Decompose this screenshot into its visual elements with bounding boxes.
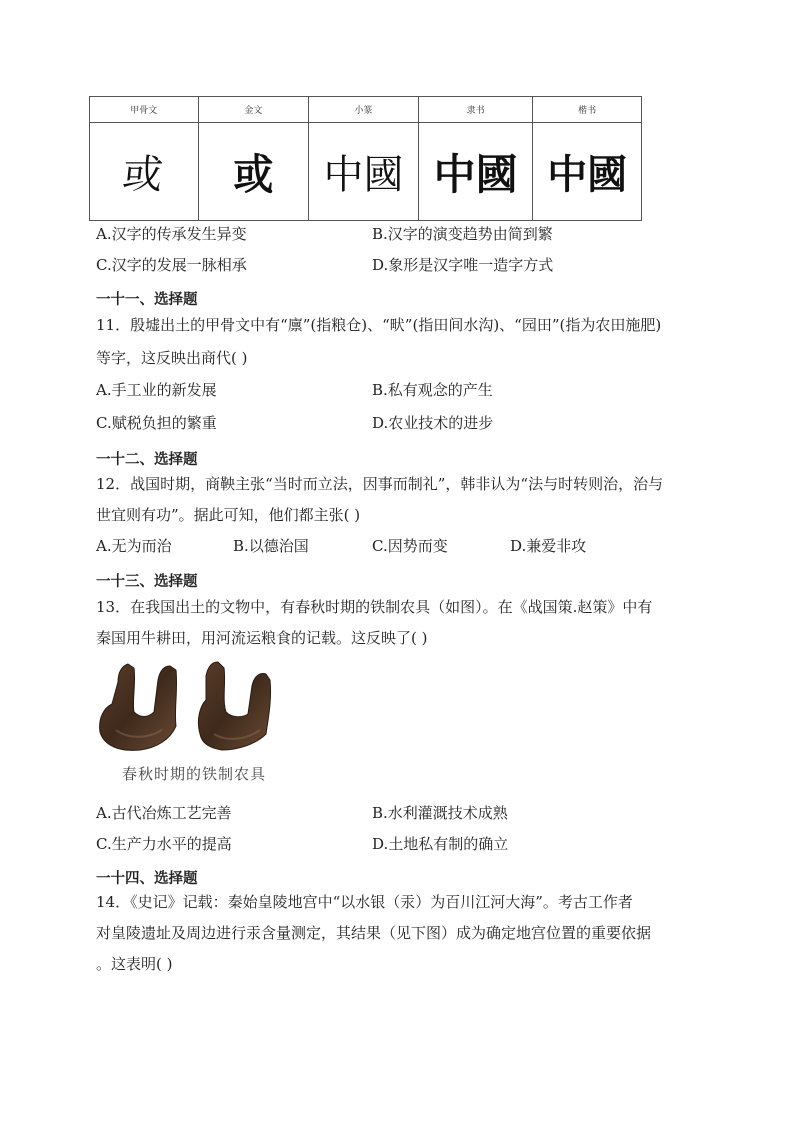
glyph-clerical-text: 中國: [433, 149, 518, 199]
glyph-bronze-text: 或: [233, 151, 274, 200]
tools-image-caption: 春秋时期的铁制农具: [122, 765, 267, 783]
q14-section-header: 一十四、选择题: [96, 870, 198, 887]
q11-option-b[interactable]: B.私有观念的产生: [372, 381, 493, 399]
q14-stem-line2: 对皇陵遗址及周边进行汞含量测定，其结果（见下图）成为确定地宫位置的重要依据: [96, 924, 652, 942]
header-small-seal: 小篆: [309, 97, 419, 123]
q11-stem-line1: 11．殷墟出土的甲骨文中有“廪”(指粮仓)、“畎”(指田间水沟)、“园田”(指为农田施肥): [96, 316, 662, 334]
q12-section-header: 一十二、选择题: [96, 451, 198, 468]
script-evolution-table: [89, 96, 642, 221]
glyph-small-seal: [309, 123, 419, 221]
glyph-clerical: [418, 123, 533, 221]
glyph-oracle-bone-text: 或: [120, 152, 167, 198]
q11-option-d[interactable]: D.农业技术的进步: [372, 414, 494, 432]
q10-option-d[interactable]: D.象形是汉字唯一造字方式: [372, 256, 554, 274]
header-bronze: 金文: [198, 97, 309, 123]
q12-stem-line1: 12．战国时期，商鞅主张“当时而立法，因事而制礼”，韩非认为“法与时转则治，治与: [96, 475, 664, 493]
q13-stem-line2: 秦国用牛耕田，用河流运粮食的记载。这反映了( ): [96, 629, 428, 647]
glyph-oracle-bone: [90, 123, 199, 221]
q12-option-a[interactable]: A.无为而治: [96, 537, 172, 555]
q13-option-a[interactable]: A.古代冶炼工艺完善: [96, 804, 232, 822]
glyph-bronze: [198, 123, 309, 221]
q11-option-c[interactable]: C.赋税负担的繁重: [96, 414, 217, 432]
table-header-row: [90, 97, 642, 123]
q12-option-c[interactable]: C.因势而变: [372, 537, 448, 555]
q13-option-d[interactable]: D.土地私有制的确立: [372, 835, 509, 853]
q12-stem-line2: 世宜则有功”。据此可知，他们都主张( ): [96, 506, 361, 524]
q10-option-a[interactable]: A.汉字的传承发生异变: [96, 225, 247, 243]
q11-stem-line2: 等字，这反映出商代( ): [96, 349, 248, 367]
glyph-regular: [533, 123, 642, 221]
q14-stem-line1: 14．《史记》记载：秦始皇陵地宫中“以水银（汞）为百川江河大海”。考古工作者: [96, 893, 633, 911]
iron-farm-tools-image: [96, 660, 298, 755]
q12-option-b[interactable]: B.以德治国: [233, 537, 309, 555]
q10-option-c[interactable]: C.汉字的发展一脉相承: [96, 256, 247, 274]
q11-option-a[interactable]: A.手工业的新发展: [96, 381, 217, 399]
table-glyph-row: [90, 123, 642, 221]
header-clerical: 隶书: [418, 97, 533, 123]
header-regular: 楷书: [533, 97, 642, 123]
q10-option-b[interactable]: B.汉字的演变趋势由简到繁: [372, 225, 553, 243]
q13-option-c[interactable]: C.生产力水平的提高: [96, 835, 232, 853]
q11-section-header: 一十一、选择题: [96, 291, 198, 308]
q13-section-header: 一十三、选择题: [96, 573, 198, 590]
q12-option-d[interactable]: D.兼爱非攻: [510, 537, 587, 555]
q14-stem-line3: 。这表明( ): [96, 955, 173, 973]
q13-option-b[interactable]: B.水利灌溉技术成熟: [372, 804, 508, 822]
header-oracle-bone: 甲骨文: [90, 97, 199, 123]
glyph-small-seal-text: 中國: [323, 152, 404, 198]
q13-stem-line1: 13．在我国出土的文物中，有春秋时期的铁制农具（如图）。在《战国策.赵策》中有: [96, 598, 653, 616]
iron-tool-right: [198, 662, 270, 750]
glyph-regular-text: 中國: [547, 151, 628, 198]
